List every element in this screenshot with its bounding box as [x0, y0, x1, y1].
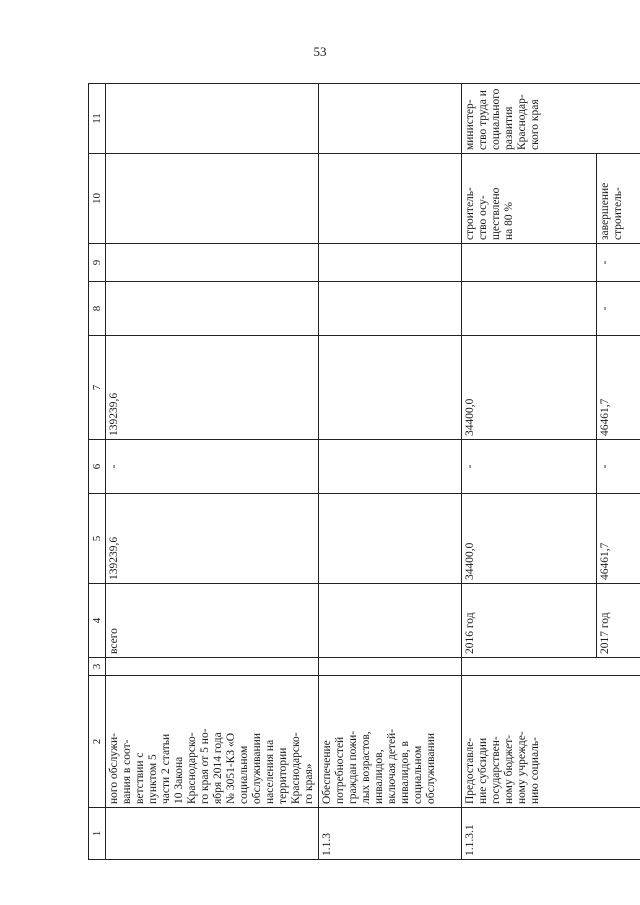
header-col-10: 10	[89, 154, 106, 244]
row-year	[319, 584, 462, 658]
row-col3	[106, 658, 319, 676]
row-col6: -	[106, 440, 319, 494]
row-col7-split	[462, 336, 640, 440]
col9-2017: -	[599, 260, 611, 265]
row-col8	[106, 282, 319, 336]
row-description: Предоставле- ние субсидии государствен- ному бюджет- ному учрежде- нию социаль-	[462, 676, 640, 808]
row-col5-split	[462, 494, 640, 584]
row-col6	[319, 440, 462, 494]
row-col9	[106, 244, 319, 282]
row-col11: министер- ство труда и социального развития Краснодар- ского края	[462, 84, 640, 154]
row-code: 1.1.3	[319, 808, 462, 860]
col9-2016	[462, 244, 597, 281]
row-col7	[319, 336, 462, 440]
header-col-9: 9	[89, 244, 106, 282]
year-2016: 2016 год	[462, 584, 597, 657]
row-col11	[106, 84, 319, 154]
header-col-1: 1	[89, 808, 106, 860]
row-col10	[319, 154, 462, 244]
row-col10-split	[462, 154, 640, 244]
row-col9-split	[462, 244, 640, 282]
row-col7: 139239,6	[106, 336, 319, 440]
row-col3	[319, 658, 462, 676]
header-col-6: 6	[89, 440, 106, 494]
col10-2016: строитель- ство осу- ществлено на 80 %	[462, 154, 597, 243]
row-col9	[319, 244, 462, 282]
col8-2017: -	[599, 306, 611, 311]
header-col-7: 7	[89, 336, 106, 440]
col8-2016	[462, 282, 597, 335]
row-year	[106, 584, 319, 658]
col7-2016: 34400,0	[462, 336, 597, 439]
table-row	[106, 84, 319, 860]
table-row	[319, 84, 462, 860]
col10-2017: завершение строитель-	[599, 182, 624, 240]
row-col8-split	[462, 282, 640, 336]
page-number: 53	[313, 44, 327, 59]
header-col-2: 2	[89, 676, 106, 808]
row-col8	[319, 282, 462, 336]
col5-2017: 46461,7	[599, 542, 611, 580]
header-col-11: 11	[89, 84, 106, 154]
header-col-5: 5	[89, 494, 106, 584]
col5-2016: 34400,0	[462, 494, 597, 583]
row-col10	[106, 154, 319, 244]
row-col5: 139239,6	[106, 494, 319, 584]
row-description: ного обслужи- вания в соот- ветствии с пунктом 5 части 2 статьи 10 Закона Краснодарско- го края от 5 но- ября 2014 года № 3051-КЗ «О социальном обслуживании населения на территории Краснодарско- го края»	[106, 676, 319, 808]
row-col6-split	[462, 440, 640, 494]
header-col-8: 8	[89, 282, 106, 336]
row-col11	[319, 84, 462, 154]
col6-2017: -	[599, 464, 611, 469]
year-2017: 2017 год	[599, 612, 611, 654]
row-col3	[462, 658, 640, 676]
row-code	[106, 808, 319, 860]
header-row	[89, 84, 106, 860]
row-code: 1.1.3.1	[462, 808, 640, 860]
rotated-table-wrapper	[88, 84, 624, 860]
table-row	[462, 84, 640, 860]
year-label: всего	[108, 628, 120, 654]
row-year-split	[462, 584, 640, 658]
header-col-4: 4	[89, 584, 106, 658]
row-description: Обеспечение потребностей граждан пожи- лых возрастов, инвалидов, включая детей- инвалидов, в социальном обслуживании	[319, 676, 462, 808]
program-table	[88, 83, 640, 860]
header-col-3: 3	[89, 658, 106, 676]
col6-2016: -	[462, 440, 597, 493]
col7-2017: 46461,7	[599, 398, 611, 436]
row-col5	[319, 494, 462, 584]
